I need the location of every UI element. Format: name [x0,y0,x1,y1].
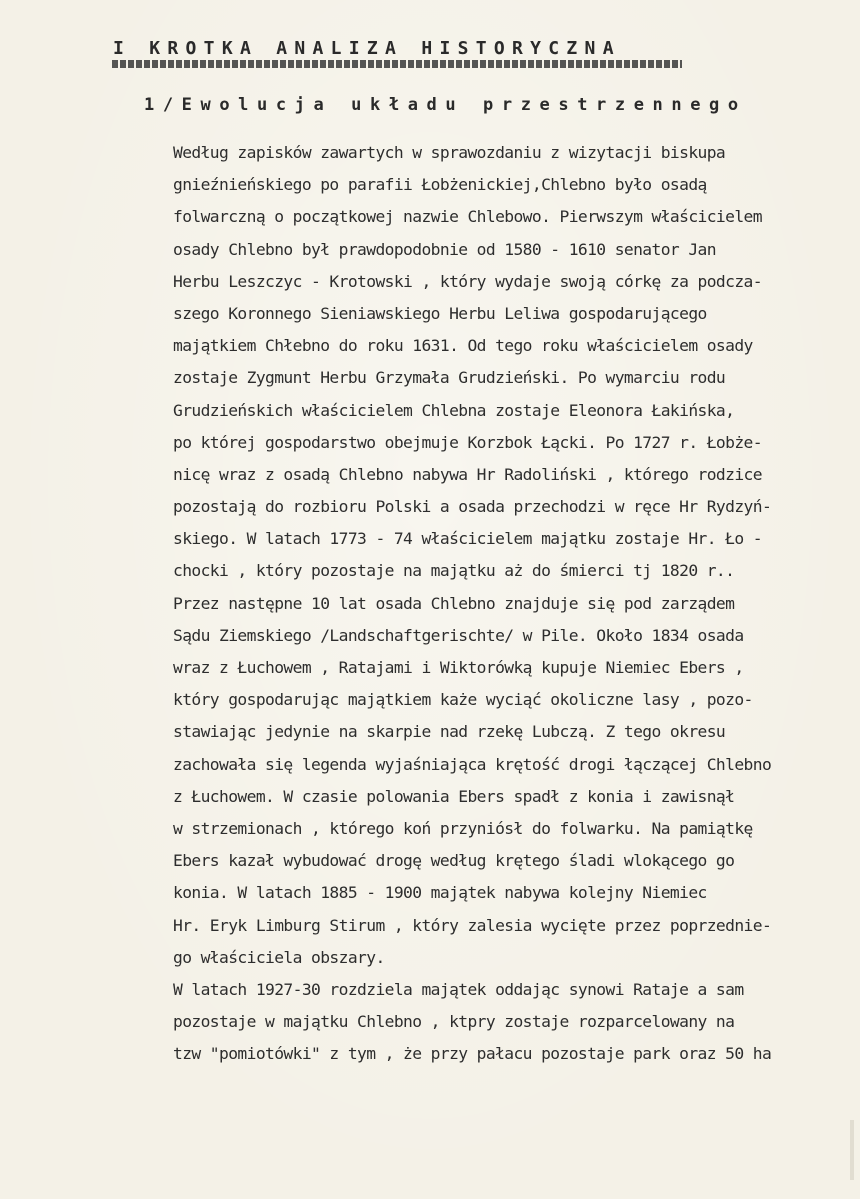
text-line: chocki , który pozostaje na majątku aż do śmierci tj 1820 r.. [173,561,735,581]
text-line: w strzemionach , którego koń przyniósł do folwarku. Na pamiątkę [173,818,753,838]
body-text [173,137,858,1070]
text-line: skiego. W latach 1773 - 74 właścicielem majątku zostaje Hr. Ło - [173,529,762,549]
text-line: W latach 1927-30 rozdziela majątek oddając synowi Rataje a sam [173,979,744,999]
text-line: Grudzieńskich właścicielem Chlebna zostaje Eleonora Łakińska, [173,400,735,420]
text-line: Według zapisków zawartych w sprawozdaniu z wizytacji biskupa [173,143,726,162]
text-line: folwarczną o początkowej nazwie Chlebowo. Pierwszym właścicielem [173,207,762,227]
text-line: go właściciela obszary. [173,947,385,967]
text-line: który gospodarując majątkiem każe wyciąć okoliczne lasy , pozo- [173,690,753,710]
text-line: Ebers kazał wybudować drogę według krętego śladi wlokącego go [173,851,735,871]
paper-edge-mark [850,1120,854,1180]
text-line: zostaje Zygmunt Herbu Grzymała Grudzieński. Po wymarciu rodu [173,368,726,388]
text-line: Herbu Leszczyc - Krotowski , który wydaje swoją córkę za podcza- [173,271,762,291]
text-line: nicę wraz z osadą Chlebno nabywa Hr Radoliński , którego rodzice [173,464,762,484]
heading-underline [112,60,682,68]
text-line: szego Koronnego Sieniawskiego Herbu Leliwa gospodarującego [173,303,707,323]
text-line: Sądu Ziemskiego /Landschaftgerischte/ w Pile. Około 1834 osada [173,625,744,645]
text-line: osady Chlebno był prawdopodobnie od 1580 - 1610 senator Jan [173,239,716,259]
document-heading: I KROTKA ANALIZA HISTORYCZNA [113,38,621,59]
text-line: tzw "pomiotówki" z tym , że przy pałacu pozostaje park oraz 50 ha [173,1044,772,1064]
text-line: stawiając jedynie na skarpie nad rzekę Lubczą. Z tego okresu [173,722,726,742]
text-line: Przez następne 10 lat osada Chlebno znajduje się pod zarządem [173,593,735,613]
text-line: wraz z Łuchowem , Ratajami i Wiktorówką kupuje Niemiec Ebers , [173,658,744,677]
text-line: po której gospodarstwo obejmuje Korzbok Łącki. Po 1727 r. Łobże- [173,432,762,452]
text-line: pozostają do rozbioru Polski a osada przechodzi w ręce Hr Rydzyń- [173,497,772,517]
text-line: gnieźnieńskiego po parafii Łobżenickiej,Chlebno było osadą [173,175,707,195]
section-subheading: 1/Ewolucja układu przestrzennego [144,95,747,115]
text-line: majątkiem Chłebno do roku 1631. Od tego roku właścicielem osady [173,336,753,356]
text-line: Hr. Eryk Limburg Stirum , który zalesia wycięte przez poprzednie- [173,915,772,935]
text-line: zachowała się legenda wyjaśniająca krętość drogi łączącej Chlebno [173,754,772,774]
text-line: konia. W latach 1885 - 1900 majątek nabywa kolejny Niemiec [173,883,707,903]
text-line: pozostaje w majątku Chlebno , ktpry zostaje rozparcelowany na [173,1012,735,1032]
text-line: z Łuchowem. W czasie polowania Ebers spadł z konia i zawisnął [173,786,735,806]
